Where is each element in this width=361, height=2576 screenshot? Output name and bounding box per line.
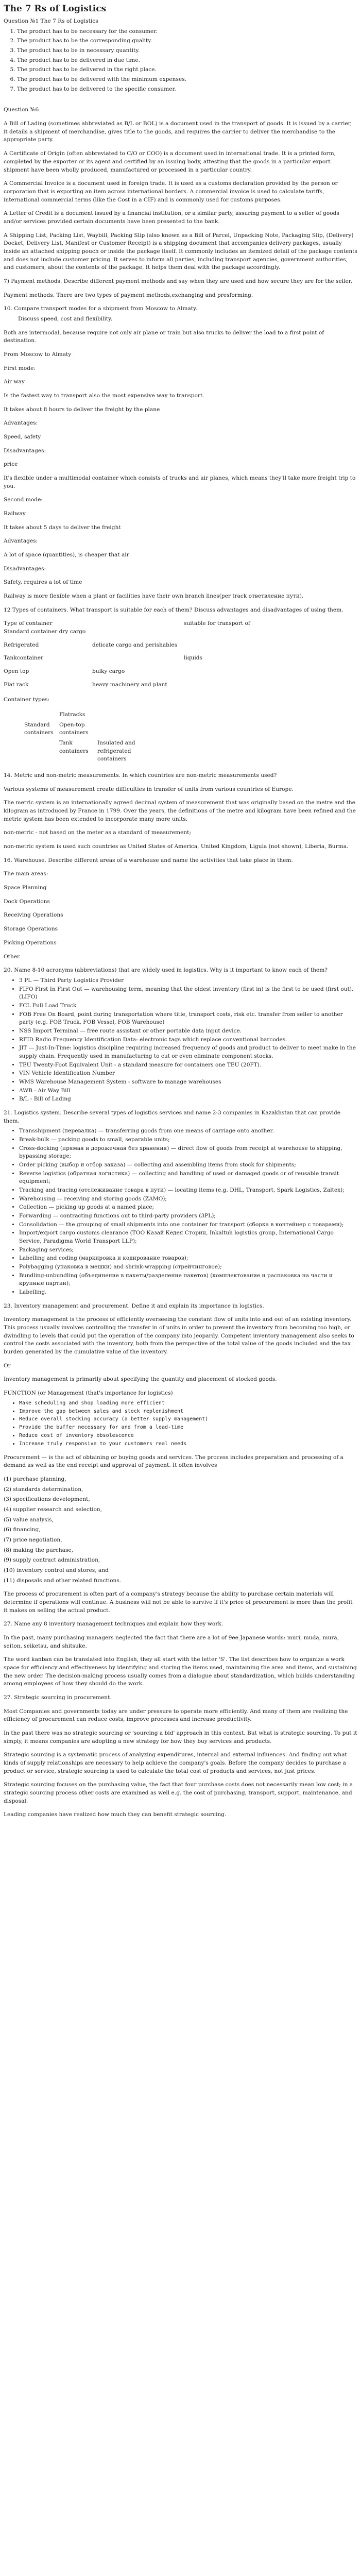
list-item: 2. The product has to be the corresponding quality. <box>17 37 357 45</box>
list-item: • Order picking (выбор и отбор заказа) — collecting and assembling items from stock for shipments; <box>19 1161 357 1170</box>
list-item: (10) inventory control and stores, and <box>4 1567 109 1573</box>
table-cell <box>92 654 184 663</box>
paragraph: Discuss speed, cost and flexibility. <box>18 315 113 322</box>
paragraph: The process of procurement is often part of a company's strategy because the ability to purchase certain materials will determine if operations will continue. A business will not be able to survive if it's price of procurement is more than the profit it makes on selling the actual product. <box>4 1591 353 1614</box>
paragraph: Receiving Operations <box>4 912 63 919</box>
table-row <box>4 668 357 676</box>
table-cell <box>92 628 184 636</box>
list-item: (4) supplier research and selection, <box>4 1506 102 1513</box>
paragraph: non-metric - not based on the meter as a standard of measurement; <box>4 829 192 836</box>
table-cell: Refrigerated <box>4 641 39 648</box>
list-item: • TEU Twenty-Foot Equivalent Unit - a standard measure for containers one TEU (20FT). <box>19 1061 357 1070</box>
paragraph: Most Companies and governments today are under pressure to operate more efficiently. And many of them are realizing the efficiency of procurement can reduce costs, improve processes and increase productivity. <box>4 1708 348 1723</box>
paragraph: Procurement — is the act of obtaining or buying goods and services. The process includes preparation and processing of a demand as well as the end receipt and approval of payment. It often involves <box>4 1454 343 1469</box>
paragraph: Picking Operations <box>4 939 57 946</box>
list-item: • B/L - Bill of Lading <box>19 1095 357 1104</box>
paragraph: price <box>4 461 18 468</box>
list-item: • Provide the buffer necessary for and from a lead-time <box>19 1424 357 1432</box>
paragraph: In the past there was no strategic sourcing or 'sourcing a bid' approach in this context. But what is strategic sourcing. To put it simply, it means companies are adopting a new strategy for how they buy services and products. <box>4 1730 357 1744</box>
list-item: • FCL Full Load Truck <box>19 1002 357 1010</box>
paragraph: Various systems of measurement create difficulties in transfer of units from various countries of Europe. <box>4 786 294 792</box>
list-item: • Labelling and coding (маркировка и кодирование товаров); <box>19 1255 357 1263</box>
list-item: • NSS Import Terminal — free route assistant or other portable data input device. <box>19 1027 357 1036</box>
table-cell <box>184 641 357 650</box>
table-row <box>4 681 357 689</box>
list-item: • Reduce overall stocking accuracy (a better supply management) <box>19 1416 357 1423</box>
list-item: • Make scheduling and shop loading more efficient <box>19 1400 357 1408</box>
table-cell: Open top <box>4 668 29 675</box>
services-list <box>4 1127 357 1296</box>
paragraph: First mode: <box>4 365 36 371</box>
list-item: • Break-bulk — packing goods to small, separable units; <box>19 1136 357 1144</box>
table-cell: liquids <box>184 655 202 662</box>
page-title: The 7 Rs of Logistics <box>4 4 107 14</box>
list-item: • Labelling. <box>19 1289 357 1297</box>
list-item: 3. The product has to be in necessary quantity. <box>17 47 357 55</box>
list-item: • WMS Warehouse Management System - software to manage warehouses <box>19 1078 357 1087</box>
section-heading: 10. Compare transport modes for a shipment from Moscow to Almaty. <box>4 306 197 312</box>
paragraph: Disadvantages: <box>4 447 46 454</box>
table-cell <box>184 628 357 636</box>
list-item: • Forwarding — contracting functions out to third-party providers (3PL); <box>19 1212 357 1221</box>
list-item: • FOB Free On Board, point during transportation where title, transport costs, risk etc. transfer from seller to another party (e.g. FOB Truck, FOB Vessel, FOB Warehouse) <box>19 1011 357 1027</box>
section-heading: 23. Inventory management and procurement. Define it and explain its importance in logistics. <box>4 1302 264 1309</box>
table-cell: bulky cargo <box>92 668 125 675</box>
list-item: (7) price negotiation, <box>4 1536 62 1543</box>
list-item: • Bundling-unbundling (объединение в пакеты/разделение пакетов) (комплектование и распаковка на части и крупные партии); <box>19 1272 357 1288</box>
container-types-table <box>24 710 145 765</box>
paragraph: Other. <box>4 953 21 960</box>
table-cell: Open-top containers <box>59 721 89 736</box>
list-item: • FIFO First In First Out — warehousing term, meaning that the oldest inventory (first in) is the first to be used (first out). (LIFO) <box>19 986 357 1002</box>
paragraph: Inventory management is the process of efficiently overseeing the constant flow of units into and out of an existing inventory. This process usually involves controlling the transfer in of units in order to prevent the inventory from becoming too high, or dwindling to levels that could put the operation of the company into jeopardy. Competent inventory management also seeks to control the costs associated with the inventory, both from the perspective of the total value of the goods included and the tax burden generated by the cumulative value of the inventory. <box>4 1316 354 1355</box>
table-row <box>24 710 145 720</box>
section-heading: 16. Warehouse. Describe different areas of a warehouse and name the activities that take place in them. <box>4 857 293 863</box>
paragraph: Container types: <box>4 697 50 703</box>
list-item: (9) supply contract administration, <box>4 1557 100 1564</box>
section-heading: 14. Metric and non-metric measurements. In which countries are non-metric measurements used? <box>4 772 277 779</box>
table-cell <box>184 668 357 676</box>
section-heading: 27. Strategic sourcing in procurement. <box>4 1694 112 1701</box>
paragraph: A lot of space (quantities), is cheaper that air <box>4 552 129 558</box>
table-cell: Flat rack <box>4 681 29 688</box>
paragraph: It's flexible under a multimodal container which consists of trucks and air planes, which means they'll take more freight trip to you. <box>4 474 356 489</box>
list-item: (6) financing, <box>4 1527 41 1533</box>
table-row <box>24 738 145 765</box>
paragraph: It takes about 5 days to deliver the freight <box>4 524 121 531</box>
list-item: • Warehousing — receiving and storing goods (ZAMO); <box>19 1195 357 1204</box>
section-heading: 27. Name any 8 inventory management techniques and explain how they work. <box>4 1621 224 1628</box>
table-cell <box>24 710 59 720</box>
table-header-cell: Type of container <box>4 620 53 627</box>
paragraph: Disadvantages: <box>4 565 46 572</box>
list-item: • Import/export cargo customs clearance (ТОО Казай Кедея Сторин, Inkaltuh logistics group, International Cargo Service, Paradigma World Transport LLP); <box>19 1229 357 1245</box>
table-cell: Tank containers <box>59 740 89 754</box>
paragraph: The word kanban can be translated into English, they all start with the letter 'S'. The list describes how to organize a work space for efficiency and effectiveness by identifying and storing the items used, maintaining the area and items, and sustaining the new order. The decision-making process usually comes from a dialogue about standardization, which builds understanding among employees of how they should do the work. <box>4 1656 357 1687</box>
table-cell: Flatracks <box>59 711 85 718</box>
list-item: • Polybagging (упаковка в мешки) and shrink-wrapping (стрейчинговое); <box>19 1263 357 1272</box>
paragraph: A Commercial Invoice is a document used in foreign trade. It is used as a customs declaration provided by the person or corporation that is exporting an item across international borders. A commercial invoice is used to calculate tariffs, international commercial terms (like the Cost in a CIF) and is commonly used for customs purposes. <box>4 180 338 203</box>
paragraph: 7) Payment methods. Describe different payment methods and say when they are used and how secure they are for the seller. <box>4 278 353 284</box>
paragraph: Is the fastest way to transport also the most expensive way to transport. <box>4 392 204 399</box>
paragraph: Speed, safety <box>4 433 41 440</box>
paragraph: Space Planning <box>4 885 47 891</box>
paragraph: A Shipping List, Packing List, Waybill, Packing Slip (also known as a Bill of Parcel, Unpacking Note, Packaging Slip, (Delivery) Docket, Delivery List, Manifest or Customer Receipt) is a shipping document that accompanies delivery packages, usually inside an attached shipping pouch or inside the package itself. It commonly includes an itemized detail of the package contents and does not include customer pricing. It serves to inform all parties, including transport agencies, government authorities, and customers, about the contents of the package. It helps them deal with the package accordingly. <box>4 232 357 271</box>
list-item: • Transshipment (перевалка) — transferring goods from one means of carriage onto another. <box>19 1127 357 1136</box>
paragraph: The main areas: <box>4 871 48 877</box>
paragraph: Advantages: <box>4 538 38 545</box>
paragraph: Both are intermodal, because require not only air plane or train but also trucks to deliver the load to a first point of destination. <box>4 329 324 344</box>
list-item: 1. The product has to be necessary for the consumer. <box>17 28 357 36</box>
seven-rs-list <box>4 28 357 94</box>
paragraph: Air way <box>4 379 25 385</box>
paragraph: A Letter of Credit is a document issued by a financial institution, or a similar party, assuring payment to a seller of goods and/or services provided certain documents have been presented to the bank. <box>4 210 339 225</box>
paragraph: A Certificate of Origin (often abbreviated to C/O or COO) is a document used in international trade. It is a printed form, completed by the exporter or its agent and certified by an issuing body, attesting that the goods in a particular export shipment have been wholly produced, manufactured or processed in a particular country. <box>4 150 336 173</box>
paragraph: Advantages: <box>4 420 38 427</box>
list-item: • Collection — picking up goods at a named place; <box>19 1204 357 1212</box>
list-item: • JIT — Just-In-Time: logistics discipline requiring increased frequency of goods and product to deliver to meet make in the supply chain. Frequently used in manufacturing to cut or even eliminate component stocks. <box>19 1044 357 1060</box>
table-cell: Tankcontainer <box>4 655 44 662</box>
list-item: • Cross-docking (прямая и дорожечная без хранения) — direct flow of goods from receipt at warehouse to shipping, bypassing storage; <box>19 1145 357 1161</box>
paragraph: Safety, requires a lot of time <box>4 579 82 586</box>
table-cell: Standard containers <box>24 721 54 736</box>
list-item: • Reduce cost of inventory obsolescence <box>19 1432 357 1440</box>
table-cell: delicate cargo and perishables <box>92 641 178 648</box>
list-item: (1) purchase planning, <box>4 1476 66 1482</box>
list-item: • VIN Vehicle Identification Number <box>19 1070 357 1078</box>
paragraph: Second mode: <box>4 497 43 503</box>
list-item: 6. The product has to be delivered with the minimum expenses. <box>17 76 357 84</box>
section-heading: Question №6 <box>4 107 39 113</box>
paragraph: Or <box>4 1362 11 1369</box>
table-cell <box>97 720 145 738</box>
inventory-functions-list <box>4 1400 357 1448</box>
table-cell: Standard container dry cargo <box>4 629 86 635</box>
list-item: • Increase truly responsive to your customers real needs <box>19 1440 357 1448</box>
table-cell <box>97 710 145 720</box>
paragraph: Inventory management is primarily about specifying the quantity and placement of stocked goods. <box>4 1376 277 1383</box>
paragraph: Railway <box>4 510 26 517</box>
paragraph: Strategic sourcing is a systematic process of analyzing expenditures, internal and external influences. And finding out what kinds of supply relationships are necessary to help achieve the company's goals. Before the company decides to purchase a product or service, strategic sourcing is used to calculate the total cost of products and services, not just prices. <box>4 1752 347 1774</box>
list-item: • Packaging services; <box>19 1246 357 1255</box>
section-heading: 21. Logistics system. Describe several types of logistics services and name 2-3 companies in Kazakhstan that can provide them. <box>4 1109 341 1124</box>
list-item: • Tracking and tracing (отслеживание товара в пути) — locating items (e.g. DHL, Transport, Spark Logistics, Zaltex); <box>19 1187 357 1195</box>
list-item: (5) value analysis, <box>4 1516 54 1523</box>
list-item: • AWB - Air Way Bill <box>19 1087 357 1095</box>
paragraph: The metric system is an internationally agreed decimal system of measurement that was originally based on the metre and the kilogram as introduced by France in 1799. Over the years, the definitions of the metre and kilogram have been refined and the metric system has been extended to incorporate many more units. <box>4 800 356 822</box>
paragraph: Payment methods. There are two types of payment methods,exchanging and presforming. <box>4 292 253 298</box>
paragraph: non-metric system is used such countries as United States of America, United Kingdom, Liguia (not shown), Liberia, Burma. <box>4 843 349 850</box>
question-label: Question №1 The 7 Rs of Logistics <box>4 18 98 25</box>
paragraph: A Bill of Lading (sometimes abbreviated as B/L or BOL) is a document used in the transport of goods. It is issued by a carrier, it details a shipment of merchandise, gives title to the goods, and requires the carrier to deliver the merchandise to the appropriate party. <box>4 121 352 143</box>
list-item: (8) making the purchase, <box>4 1547 74 1553</box>
table-row <box>4 654 357 663</box>
paragraph: FUNCTION (or Management (that's importance for logistics) <box>4 1390 173 1397</box>
paragraph: Railway is more flexible when a plant or facilities have their own branch lines(per track ответвление пути). <box>4 593 304 600</box>
table-cell: heavy machinery and plant <box>92 681 167 688</box>
list-item: 4. The product has to be delivered in due time. <box>17 57 357 65</box>
paragraph: Leading companies have realized how much they can benefit strategic sourcing. <box>4 1811 227 1818</box>
paragraph: In the past, many purchasing managers neglected the fact that there are a lot of 9ee Japanese words: muri, muda, mura, seiton, seiketsu, and shitsuke. <box>4 1634 339 1649</box>
table-header-cell: suitable for transport of <box>184 620 250 627</box>
list-item: • Reverse logistics (обратная логистика) — collecting and handling of used or damaged goods or of reusable transit equipment; <box>19 1170 357 1186</box>
table-cell <box>184 681 357 689</box>
table-cell: Insulated and refrigerated containers <box>97 740 135 762</box>
table-header-row <box>4 620 357 628</box>
list-item: • Improve the gap between sales and stock replenishment <box>19 1408 357 1416</box>
list-item: • 3 PL — Third Party Logistics Provider <box>19 977 357 985</box>
paragraph: Strategic sourcing focuses on the purchasing value, the fact that four purchase costs does not necessarily mean low cost; in a strategic sourcing process other costs are examined as well e.g. the cost of purchasing, transport, support, maintenance, and disposal. <box>4 1782 353 1804</box>
table-row <box>4 628 357 636</box>
list-item: (2) standards determination, <box>4 1486 83 1493</box>
acronyms-list <box>4 977 357 1104</box>
list-item: (3) specifications development, <box>4 1496 90 1503</box>
list-item: 7. The product has to be delivered to the specific consumer. <box>17 86 357 94</box>
table-cell <box>24 738 59 765</box>
table-row <box>24 720 145 738</box>
list-item: • Consolidation — the grouping of small shipments into one container for transport (сборка в контейнер с товарами); <box>19 1221 357 1229</box>
list-item: 5. The product has to be delivered in the right place. <box>17 66 357 74</box>
paragraph: It takes about 8 hours to deliver the freight by the plane <box>4 406 160 413</box>
paragraph: Dock Operations <box>4 898 50 905</box>
table-row <box>4 641 357 650</box>
list-item: • RFID Radio Frequency Identification Data: electronic tags which replace conventional barcodes. <box>19 1036 357 1044</box>
paragraph: Storage Operations <box>4 926 58 933</box>
paragraph: From Moscow to Almaty <box>4 351 72 358</box>
containers-table <box>4 620 357 689</box>
section-heading: 12 Types of containers. What transport is suitable for each of them? Discuss advantages and disadvantages of using them. <box>4 606 343 613</box>
list-item: (11) disposals and other related functions. <box>4 1577 122 1584</box>
section-heading: 20. Name 8-10 acronyms (abbreviations) that are widely used in logistics. Why is it important to know each of them? <box>4 967 328 974</box>
